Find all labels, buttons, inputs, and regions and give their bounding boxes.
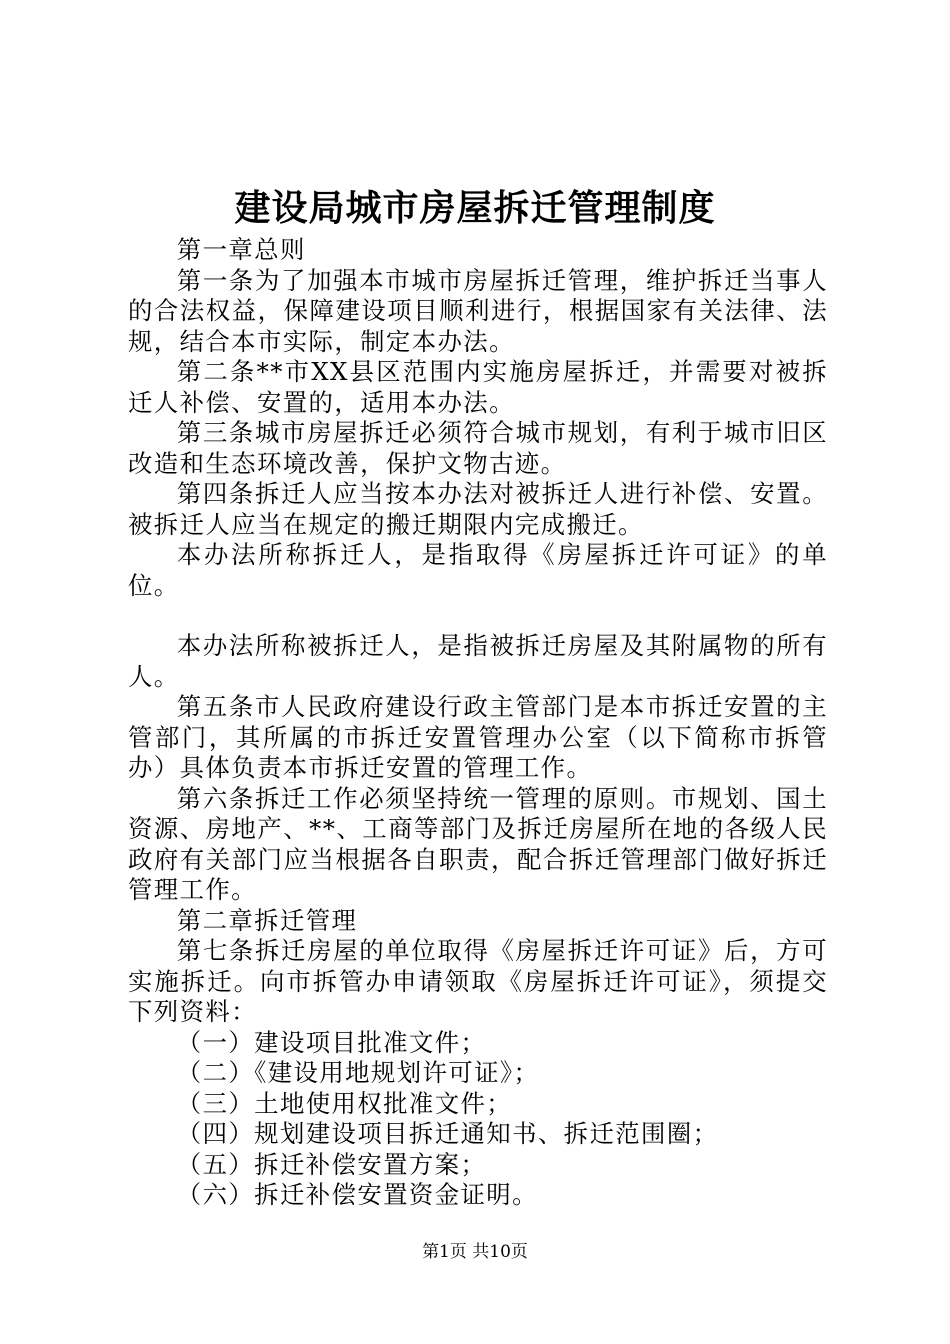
document-body bbox=[128, 235, 828, 1211]
list-item: （二）《建设用地规划许可证》； bbox=[176, 1058, 540, 1087]
document-title: 建设局城市房屋拆迁管理制度 bbox=[234, 187, 716, 229]
list-item: （一）建设项目批准文件； bbox=[176, 1027, 487, 1057]
page-footer: 第1页 共10页 bbox=[422, 1242, 528, 1262]
article-paragraph: 第四条拆迁人应当按本办法对被拆迁人进行补偿、安置。被拆迁人应当在规定的搬迁期限内完成搬迁。 bbox=[128, 479, 828, 539]
article-paragraph: 第七条拆迁房屋的单位取得《房屋拆迁许可证》后，方可实施拆迁。向市拆管办申请领取《房屋拆迁许可证》，须提交下列资料： bbox=[128, 936, 828, 1026]
paragraph-gap bbox=[128, 601, 828, 631]
chapter-heading: 第二章拆迁管理 bbox=[176, 905, 358, 935]
article-paragraph: 第五条市人民政府建设行政主管部门是本市拆迁安置的主管部门，其所属的市拆迁安置管理办公室（以下简称市拆管办）具体负责本市拆迁安置的管理工作。 bbox=[128, 692, 828, 782]
list-item: （三）土地使用权批准文件； bbox=[176, 1088, 513, 1118]
article-paragraph: 本办法所称被拆迁人，是指被拆迁房屋及其附属物的所有人。 bbox=[128, 631, 828, 691]
list-item: （五）拆迁补偿安置方案； bbox=[176, 1149, 487, 1179]
article-paragraph: 第六条拆迁工作必须坚持统一管理的原则。市规划、国土资源、房地产、**、工商等部门及拆迁房屋所在地的各级人民政府有关部门应当根据各自职责，配合拆迁管理部门做好拆迁管理工作。 bbox=[128, 783, 828, 904]
article-paragraph: 第一条为了加强本市城市房屋拆迁管理，维护拆迁当事人的合法权益，保障建设项目顺利进行，根据国家有关法律、法规，结合本市实际，制定本办法。 bbox=[128, 265, 828, 356]
article-paragraph: 第三条城市房屋拆迁必须符合城市规划，有利于城市旧区改造和生态环境改善，保护文物古迹。 bbox=[128, 418, 828, 478]
article-paragraph: 本办法所称拆迁人，是指取得《房屋拆迁许可证》的单位。 bbox=[128, 540, 828, 600]
list-item: （六）拆迁补偿安置资金证明。 bbox=[176, 1180, 538, 1209]
article-paragraph: 第二条**市XX县区范围内实施房屋拆迁，并需要对被拆迁人补偿、安置的，适用本办法。 bbox=[128, 357, 828, 417]
list-item: （四）规划建设项目拆迁通知书、拆迁范围圈； bbox=[176, 1119, 719, 1148]
chapter-heading: 第一章总则 bbox=[176, 235, 306, 264]
